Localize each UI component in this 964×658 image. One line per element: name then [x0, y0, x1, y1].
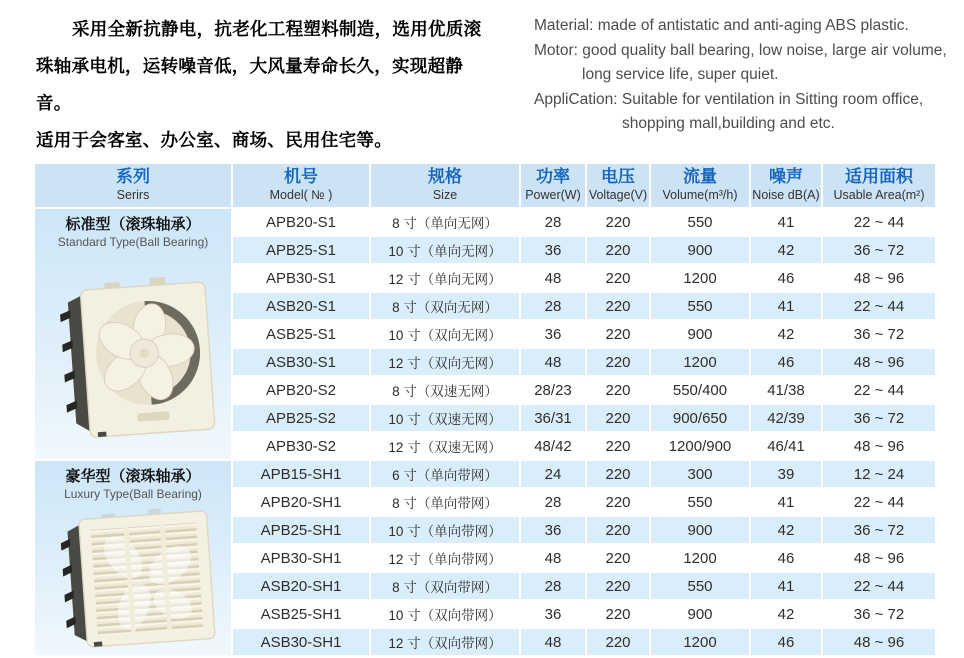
- cell-voltage: 220: [587, 265, 649, 291]
- cell-voltage: 220: [587, 377, 649, 403]
- cell-voltage: 220: [587, 349, 649, 375]
- cell-voltage: 220: [587, 573, 649, 599]
- col-header-power: 功率 Power(W): [521, 164, 585, 207]
- cell-volume: 550: [651, 573, 749, 599]
- cell-voltage: 220: [587, 293, 649, 319]
- intro-zh-line: 适用于会客室、办公室、商场、民用住宅等。: [36, 130, 392, 150]
- cell-power: 36/31: [521, 405, 585, 431]
- cell-volume: 900: [651, 601, 749, 627]
- cell-area: 22 ~ 44: [823, 293, 935, 319]
- cell-size: 10 寸（双向无网）: [371, 321, 519, 347]
- cell-volume: 1200: [651, 349, 749, 375]
- cell-voltage: 220: [587, 629, 649, 655]
- cell-noise: 41/38: [751, 377, 821, 403]
- intro-en-line: AppliCation: Suitable for ventilation in Sitting room office,: [534, 90, 924, 108]
- cell-noise: 46: [751, 349, 821, 375]
- cell-model: APB25-S1: [233, 237, 369, 263]
- cell-area: 48 ~ 96: [823, 629, 935, 655]
- cell-volume: 1200: [651, 265, 749, 291]
- cell-noise: 41: [751, 489, 821, 515]
- cell-size: 10 寸（单向带网）: [371, 517, 519, 543]
- cell-model: APB20-SH1: [233, 489, 369, 515]
- cell-voltage: 220: [587, 209, 649, 235]
- intro-en-line: Material: made of antistatic and anti-aging ABS plastic.: [534, 17, 909, 34]
- cell-area: 36 ~ 72: [823, 237, 935, 263]
- cell-power: 36: [521, 601, 585, 627]
- cell-volume: 900: [651, 321, 749, 347]
- cell-size: 8 寸（双向无网）: [371, 293, 519, 319]
- cell-power: 48: [521, 545, 585, 571]
- cell-area: 36 ~ 72: [823, 405, 935, 431]
- cell-model: APB30-SH1: [233, 545, 369, 571]
- cell-model: APB20-S2: [233, 377, 369, 403]
- cell-model: ASB20-S1: [233, 293, 369, 319]
- cell-power: 36: [521, 237, 585, 263]
- cell-noise: 46: [751, 265, 821, 291]
- cell-model: ASB25-SH1: [233, 601, 369, 627]
- cell-power: 28: [521, 293, 585, 319]
- series-name-en: Standard Type(Ball Bearing): [57, 235, 209, 249]
- cell-power: 28: [521, 489, 585, 515]
- cell-size: 8 寸（双速无网）: [371, 377, 519, 403]
- exhaust-fan-icon: [42, 251, 224, 457]
- cell-model: APB15-SH1: [233, 461, 369, 487]
- cell-voltage: 220: [587, 601, 649, 627]
- cell-size: 8 寸（单向无网）: [371, 209, 519, 235]
- cell-voltage: 220: [587, 461, 649, 487]
- cell-power: 48: [521, 349, 585, 375]
- col-header-model: 机号 Model( № ): [233, 164, 369, 207]
- cell-noise: 42: [751, 517, 821, 543]
- cell-area: 36 ~ 72: [823, 517, 935, 543]
- cell-volume: 550: [651, 209, 749, 235]
- intro-en-line: long service life, super quiet.: [582, 66, 779, 83]
- cell-volume: 1200: [651, 545, 749, 571]
- series-cell-standard: [35, 209, 231, 459]
- cell-volume: 1200/900: [651, 433, 749, 459]
- cell-area: 22 ~ 44: [823, 573, 935, 599]
- cell-size: 8 寸（单向带网）: [371, 489, 519, 515]
- cell-noise: 42/39: [751, 405, 821, 431]
- cell-size: 8 寸（双向带网）: [371, 573, 519, 599]
- cell-size: 12 寸（双向带网）: [371, 629, 519, 655]
- cell-noise: 41: [751, 209, 821, 235]
- cell-model: ASB25-S1: [233, 321, 369, 347]
- cell-model: APB20-S1: [233, 209, 369, 235]
- cell-area: 48 ~ 96: [823, 349, 935, 375]
- cell-size: 10 寸（单向无网）: [371, 237, 519, 263]
- cell-volume: 1200: [651, 629, 749, 655]
- cell-voltage: 220: [587, 237, 649, 263]
- cell-power: 36: [521, 321, 585, 347]
- col-header-noise: 噪声 Noise dB(A): [751, 164, 821, 207]
- header-row: [35, 164, 935, 207]
- table-row: [35, 461, 935, 487]
- col-header-area: 适用面积 Usable Area(m²): [823, 164, 935, 207]
- cell-size: 12 寸（单向带网）: [371, 545, 519, 571]
- cell-volume: 550: [651, 489, 749, 515]
- cell-noise: 46/41: [751, 433, 821, 459]
- col-header-volume: 流量 Volume(m³/h): [651, 164, 749, 207]
- cell-size: 12 寸（单向无网）: [371, 265, 519, 291]
- cell-noise: 42: [751, 321, 821, 347]
- col-header-series: 系列 Serirs: [35, 164, 231, 207]
- cell-power: 48: [521, 265, 585, 291]
- cell-voltage: 220: [587, 433, 649, 459]
- cell-model: APB30-S1: [233, 265, 369, 291]
- cell-volume: 550/400: [651, 377, 749, 403]
- cell-voltage: 220: [587, 489, 649, 515]
- cell-power: 28: [521, 209, 585, 235]
- cell-power: 28: [521, 573, 585, 599]
- cell-noise: 39: [751, 461, 821, 487]
- cell-voltage: 220: [587, 545, 649, 571]
- cell-area: 12 ~ 24: [823, 461, 935, 487]
- cell-model: ASB30-SH1: [233, 629, 369, 655]
- cell-model: ASB30-S1: [233, 349, 369, 375]
- col-header-size: 规格 Size: [371, 164, 519, 207]
- cell-model: APB30-S2: [233, 433, 369, 459]
- cell-voltage: 220: [587, 405, 649, 431]
- standard-fan-image: [35, 251, 231, 457]
- cell-size: 10 寸（双向带网）: [371, 601, 519, 627]
- cell-noise: 42: [751, 237, 821, 263]
- cell-power: 48/42: [521, 433, 585, 459]
- series-name-en: Luxury Type(Ball Bearing): [64, 487, 202, 501]
- intro-english: [534, 11, 958, 159]
- cell-power: 28/23: [521, 377, 585, 403]
- cell-noise: 41: [751, 293, 821, 319]
- cell-size: 10 寸（双速无网）: [371, 405, 519, 431]
- cell-volume: 900: [651, 237, 749, 263]
- cell-area: 36 ~ 72: [823, 601, 935, 627]
- cell-voltage: 220: [587, 321, 649, 347]
- cell-noise: 46: [751, 545, 821, 571]
- cell-area: 22 ~ 44: [823, 377, 935, 403]
- col-header-voltage: 电压 Voltage(V): [587, 164, 649, 207]
- cell-area: 36 ~ 72: [823, 321, 935, 347]
- series-name-zh: 豪华型（滚珠轴承）: [65, 468, 201, 485]
- cell-model: APB25-S2: [233, 405, 369, 431]
- cell-volume: 900/650: [651, 405, 749, 431]
- cell-model: APB25-SH1: [233, 517, 369, 543]
- cell-area: 22 ~ 44: [823, 489, 935, 515]
- spec-table: [33, 162, 937, 657]
- intro-en-line: Motor: good quality ball bearing, low noise, large air volume,: [534, 41, 947, 59]
- cell-power: 24: [521, 461, 585, 487]
- intro-en-line: shopping mall,building and etc.: [622, 115, 835, 132]
- intro-zh-line: 采用全新抗静电，抗老化工程塑料制造，选用优质滚: [72, 19, 482, 39]
- cell-power: 36: [521, 517, 585, 543]
- intro-zh-line: 珠轴承电机，运转噪音低，大风量寿命长久，实现超静音。: [36, 56, 464, 113]
- cell-area: 48 ~ 96: [823, 265, 935, 291]
- cell-volume: 900: [651, 517, 749, 543]
- series-cell-luxury: [35, 461, 231, 655]
- intro-chinese: [36, 11, 496, 159]
- cell-size: 12 寸（双向无网）: [371, 349, 519, 375]
- cell-size: 6 寸（单向带网）: [371, 461, 519, 487]
- luxury-fan-image: [35, 503, 231, 655]
- cell-size: 12 寸（双速无网）: [371, 433, 519, 459]
- louvered-fan-icon: [45, 503, 221, 655]
- cell-noise: 41: [751, 573, 821, 599]
- table-row: [35, 209, 935, 235]
- intro-section: [0, 0, 964, 159]
- cell-noise: 42: [751, 601, 821, 627]
- cell-voltage: 220: [587, 517, 649, 543]
- cell-model: ASB20-SH1: [233, 573, 369, 599]
- cell-area: 48 ~ 96: [823, 433, 935, 459]
- cell-volume: 550: [651, 293, 749, 319]
- series-name-zh: 标准型（滚珠轴承）: [65, 216, 201, 233]
- cell-volume: 300: [651, 461, 749, 487]
- cell-noise: 46: [751, 629, 821, 655]
- cell-area: 22 ~ 44: [823, 209, 935, 235]
- cell-area: 48 ~ 96: [823, 545, 935, 571]
- cell-power: 48: [521, 629, 585, 655]
